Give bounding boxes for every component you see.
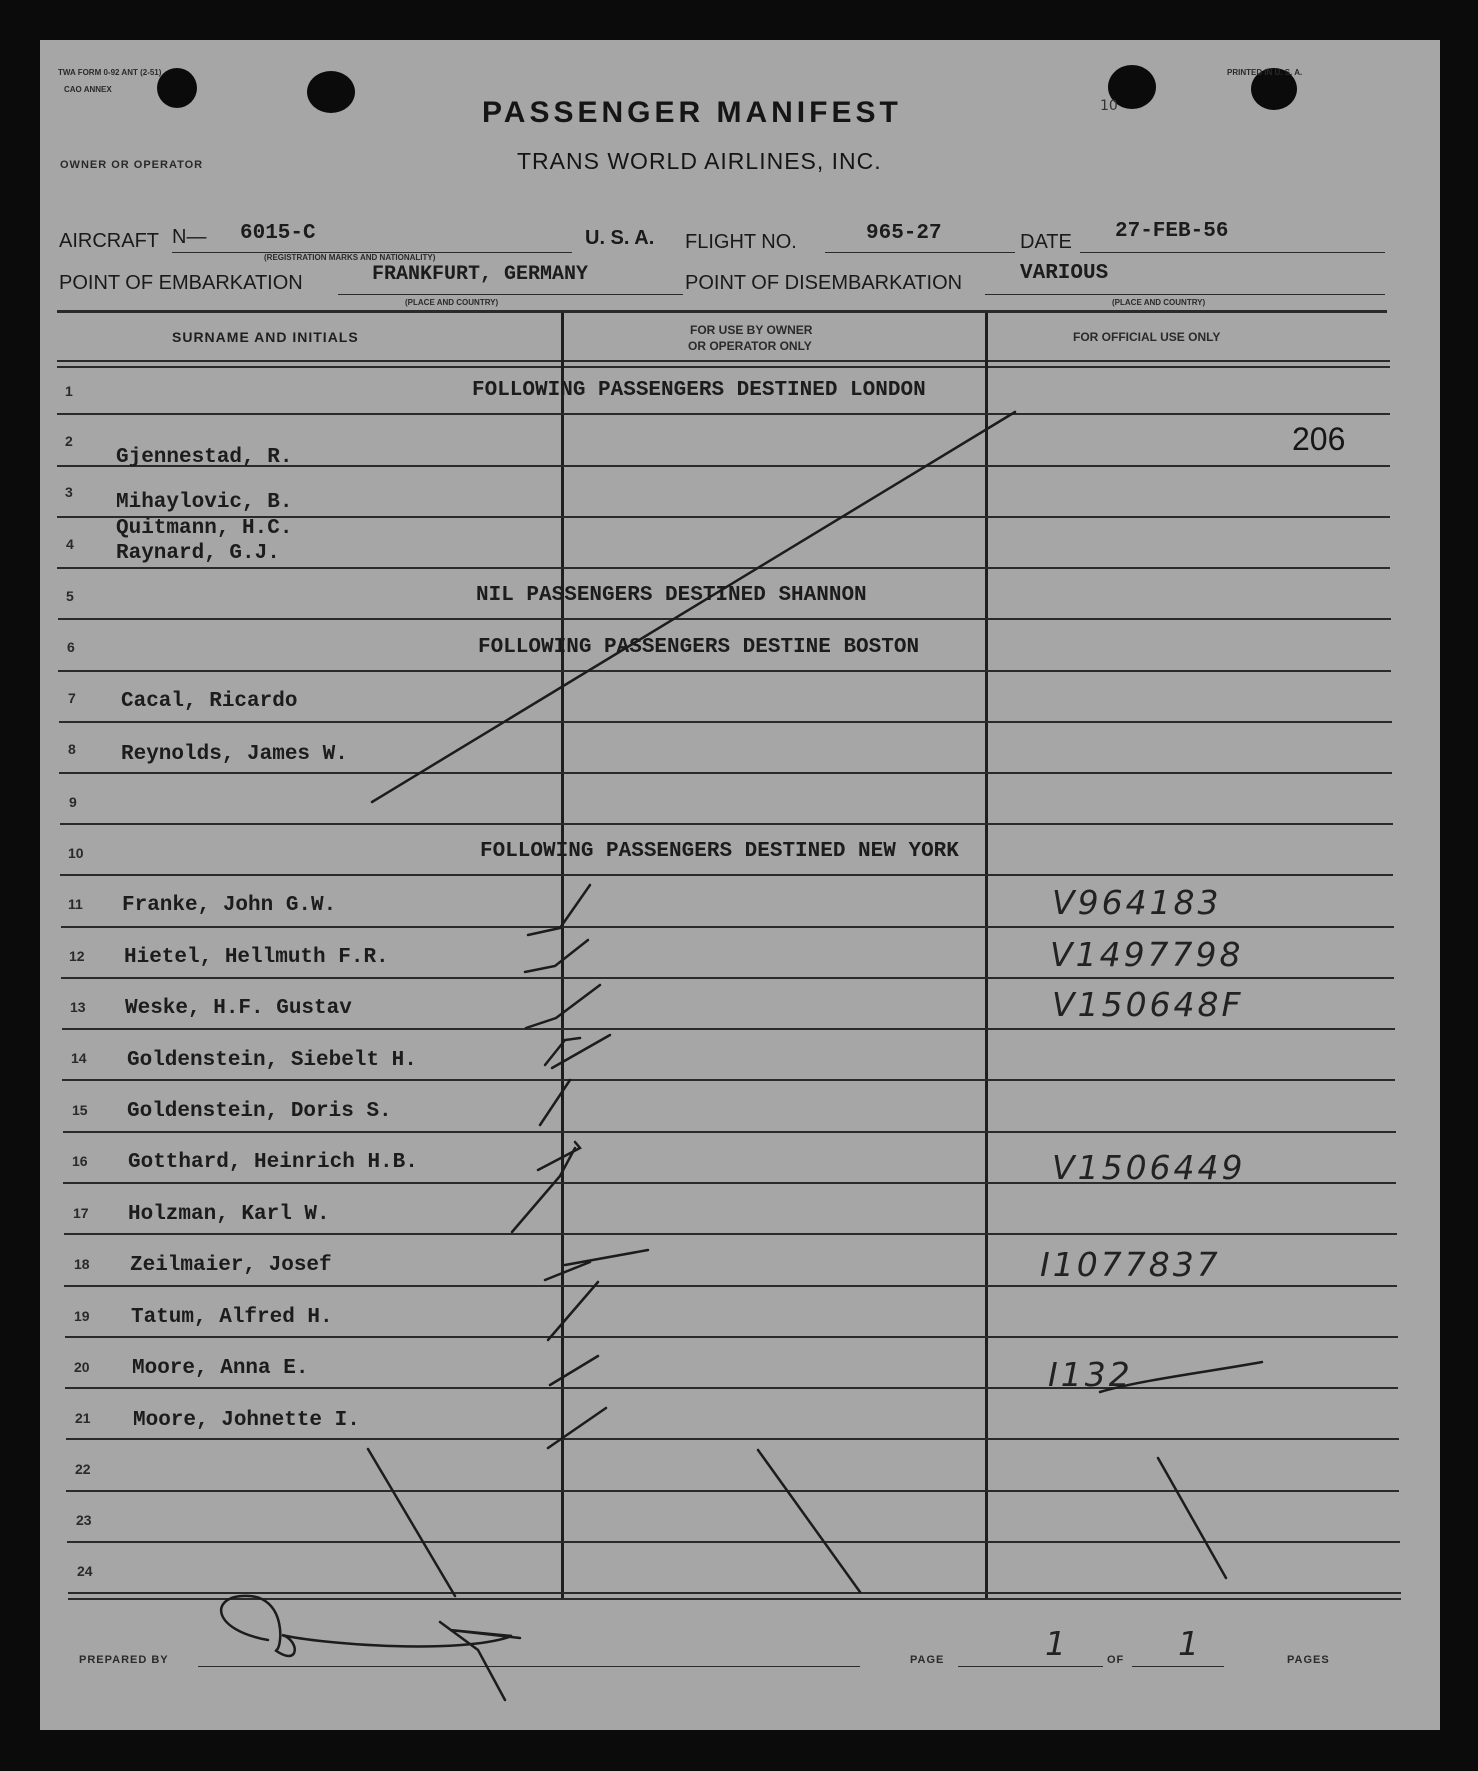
col-divider	[561, 313, 564, 1598]
prepared-by-line	[198, 1666, 860, 1667]
row-rule	[67, 1541, 1400, 1543]
passenger-name: Moore, Anna E.	[132, 1357, 309, 1380]
row-number: 8	[68, 741, 76, 757]
row-number: 21	[75, 1410, 91, 1426]
row-rule	[59, 721, 1392, 723]
disembarkation-caption: (PLACE AND COUNTRY)	[1112, 298, 1206, 307]
visa-number: I1077837	[1040, 1245, 1221, 1284]
passenger-name: Raynard, G.J.	[116, 542, 280, 565]
flight-underline	[825, 252, 1015, 253]
date-label: DATE	[1020, 231, 1072, 253]
row-rule	[65, 1387, 1398, 1389]
page-mark: 10	[1100, 98, 1118, 114]
aircraft-prefix: N—	[172, 226, 207, 248]
row-rule	[64, 1285, 1397, 1287]
page-value: 1	[1045, 1624, 1069, 1663]
row-number: 16	[72, 1153, 88, 1169]
col-surname-header: SURNAME AND INITIALS	[172, 329, 359, 345]
aircraft-value: 6015-C	[240, 222, 316, 245]
passenger-name: Gotthard, Heinrich H.B.	[128, 1151, 418, 1174]
table-top-rule	[57, 310, 1387, 313]
passenger-name: Cacal, Ricardo	[121, 690, 298, 713]
passenger-name: Goldenstein, Siebelt H.	[127, 1049, 417, 1072]
passenger-name: Moore, Johnette I.	[133, 1409, 360, 1432]
row-rule	[61, 926, 1394, 928]
of-line	[1132, 1666, 1224, 1667]
passenger-name: Zeilmaier, Josef	[130, 1254, 332, 1277]
row-number: 5	[66, 588, 74, 604]
registration-caption: (REGISTRATION MARKS AND NATIONALITY)	[264, 253, 436, 262]
row-rule	[57, 567, 1390, 569]
company-name: TRANS WORLD AIRLINES, INC.	[517, 148, 882, 174]
of-label: OF	[1107, 1654, 1125, 1666]
row-number: 15	[72, 1102, 88, 1118]
row-number: 20	[74, 1359, 90, 1375]
page-line	[958, 1666, 1103, 1667]
visa-number: I132	[1048, 1355, 1133, 1394]
row-rule	[63, 1131, 1396, 1133]
row-number: 22	[75, 1461, 91, 1477]
row-number: 3	[65, 484, 73, 500]
row-number: 4	[66, 536, 74, 552]
embarkation-value: FRANKFURT, GERMANY	[372, 263, 589, 286]
table-bottom-rule	[68, 1598, 1401, 1600]
visa-number: V150648F	[1052, 985, 1244, 1024]
date-value: 27-FEB-56	[1115, 220, 1229, 243]
passenger-name: Goldenstein, Doris S.	[127, 1100, 392, 1123]
embarkation-caption: (PLACE AND COUNTRY)	[405, 298, 499, 307]
row-number: 7	[68, 690, 76, 706]
passenger-name: Tatum, Alfred H.	[131, 1306, 333, 1329]
table-bottom-rule	[68, 1592, 1401, 1594]
row-number: 9	[69, 794, 77, 810]
row-number: 23	[76, 1512, 92, 1528]
row-number: 11	[68, 896, 83, 912]
passenger-name: Hietel, Hellmuth F.R.	[124, 946, 389, 969]
aircraft-label: AIRCRAFT	[59, 230, 159, 252]
punch-hole	[307, 71, 355, 113]
section-note: NIL PASSENGERS DESTINED SHANNON	[476, 584, 867, 607]
punch-hole	[157, 68, 197, 108]
official-number: 206	[1292, 421, 1346, 457]
header-rule	[57, 360, 1390, 362]
row-rule	[62, 1079, 1395, 1081]
passenger-name: Holzman, Karl W.	[128, 1203, 330, 1226]
pages-label: PAGES	[1287, 1654, 1330, 1666]
passenger-name: Reynolds, James W.	[121, 743, 348, 766]
row-rule	[65, 1336, 1398, 1338]
row-rule	[58, 670, 1391, 672]
row-rule	[57, 413, 1390, 415]
row-rule	[66, 1490, 1399, 1492]
date-underline	[1080, 252, 1385, 253]
row-number: 10	[68, 845, 84, 861]
row-number: 2	[65, 433, 73, 449]
col-official-header: FOR OFFICIAL USE ONLY	[1073, 330, 1221, 344]
section-note: FOLLOWING PASSENGERS DESTINED NEW YORK	[480, 840, 959, 863]
disembarkation-underline	[985, 294, 1385, 295]
embarkation-label: POINT OF EMBARKATION	[59, 272, 303, 294]
row-number: 14	[71, 1050, 87, 1066]
usa-label: U. S. A.	[585, 227, 655, 249]
row-number: 18	[74, 1256, 90, 1272]
section-note: FOLLOWING PASSENGERS DESTINED LONDON	[472, 379, 926, 402]
owner-operator-label: OWNER OR OPERATOR	[60, 159, 204, 171]
row-number: 12	[69, 948, 85, 964]
cao-annex: CAO ANNEX	[64, 85, 112, 94]
row-rule	[64, 1233, 1397, 1235]
passenger-name: Quitmann, H.C.	[116, 517, 293, 540]
visa-number: V1506449	[1052, 1148, 1246, 1187]
row-number: 17	[73, 1205, 89, 1221]
row-number: 13	[70, 999, 86, 1015]
row-rule	[60, 823, 1393, 825]
visa-number: V1497798	[1050, 935, 1244, 974]
manifest-title: PASSENGER MANIFEST	[482, 96, 902, 129]
row-number: 6	[67, 639, 75, 655]
row-number: 1	[65, 383, 73, 399]
flight-label: FLIGHT NO.	[685, 231, 797, 253]
passenger-name: Weske, H.F. Gustav	[125, 997, 352, 1020]
col-divider	[985, 313, 988, 1598]
header-rule	[57, 366, 1390, 368]
row-rule	[62, 1028, 1395, 1030]
form-id: TWA FORM 0-92 ANT (2-51)	[58, 68, 162, 77]
passenger-name: Franke, John G.W.	[122, 894, 337, 917]
disembarkation-value: VARIOUS	[1020, 262, 1109, 285]
col-owner-header-2: OR OPERATOR ONLY	[688, 339, 812, 353]
section-note: FOLLOWING PASSENGERS DESTINE BOSTON	[478, 636, 920, 659]
disembarkation-label: POINT OF DISEMBARKATION	[685, 272, 963, 294]
row-rule	[61, 977, 1394, 979]
page-label: PAGE	[910, 1654, 945, 1666]
passenger-name: Mihaylovic, B.	[116, 491, 293, 514]
visa-number: V964183	[1052, 883, 1222, 922]
row-rule	[59, 772, 1392, 774]
printed-in-usa: PRINTED IN U. S. A.	[1227, 68, 1303, 77]
prepared-by-label: PREPARED BY	[79, 1654, 169, 1666]
row-number: 19	[74, 1308, 90, 1324]
passenger-name: Gjennestad, R.	[116, 446, 293, 469]
flight-value: 965-27	[866, 222, 942, 245]
embarkation-underline	[338, 294, 683, 295]
row-rule	[66, 1438, 1399, 1440]
of-value: 1	[1178, 1624, 1202, 1663]
col-owner-header-1: FOR USE BY OWNER	[690, 323, 813, 337]
row-rule	[60, 874, 1393, 876]
row-number: 24	[77, 1563, 93, 1579]
row-rule	[58, 618, 1391, 620]
